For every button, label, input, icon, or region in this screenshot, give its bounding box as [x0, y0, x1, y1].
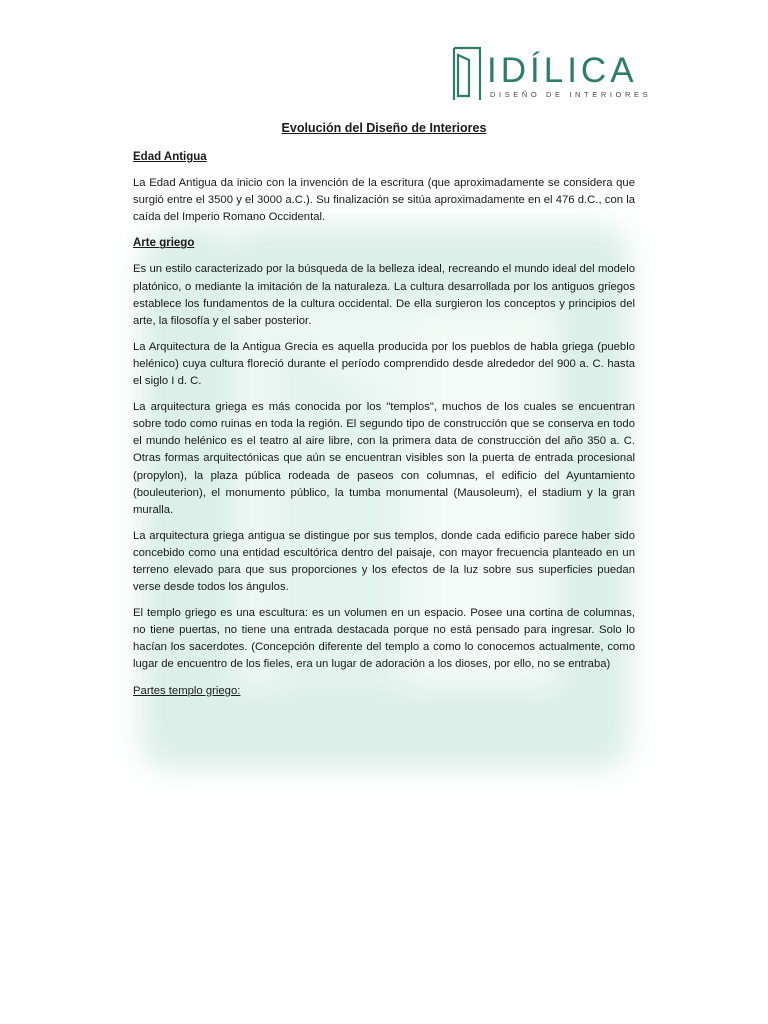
brand-name: IDÍLICA: [487, 51, 638, 90]
brand-tagline: DISEÑO DE INTERIORES: [490, 90, 652, 99]
paragraph: El templo griego es una escultura: es un volumen en un espacio. Posee una cortina de columnas, no tiene puertas, no tiene una entrada destacada porque no está pensado para ingresar. Solo lo hacían los sacerdotes. (Concepción diferente del templo a como lo conocemos actualmente, como lugar de encuentro de los fieles, era un lugar de adoración a los dioses, por ello, no se entraba): [133, 607, 635, 671]
brand-logo: [452, 46, 652, 106]
document-title: Evolución del Diseño de Interiores: [281, 121, 487, 135]
paragraph: La arquitectura griega antigua se distingue por sus templos, donde cada edificio parece haber sido concebido como una entidad escultórica dentro del paisaje, con mayor frecuencia planteado en un terreno elevado para que sus proporciones y los efectos de la luz sobre sus superficies puedan verse desde todos los ángulos.: [133, 529, 635, 594]
paragraph: Es un estilo caracterizado por la búsqueda de la belleza ideal, recreando el mundo ideal del modelo platónico, o mediante la imitación de la naturaleza. La cultura desarrollada por los antiguos griegos establece los fundamentos de la cultura occidental. De ella surgieron los conceptos y principios del arte, la filosofía y el saber posterior.: [133, 263, 635, 327]
subheading-partes-templo: Partes templo griego:: [133, 684, 241, 697]
paragraph: La Edad Antigua da inicio con la invención de la escritura (que aproximadamente se considera que surgió entre el 3500 y el 3000 a.C.). Su finalización se sitúa aproximadamente en el 476 d.C., con la caída del Imperio Romano Occidental.: [133, 177, 635, 224]
door-frame-icon: [452, 46, 482, 102]
section-heading-edad-antigua: Edad Antigua: [133, 151, 207, 163]
paragraph: La Arquitectura de la Antigua Grecia es aquella producida por los pueblos de habla griega (pueblo helénico) cuya cultura floreció durante el período comprendido desde alrededor del 900 a. C. hasta el siglo I d. C.: [133, 340, 635, 388]
document-body: [133, 119, 635, 709]
section-heading-arte-griego: Arte griego: [133, 237, 195, 250]
paragraph: La arquitectura griega es más conocida por los "templos", muchos de los cuales se encuentran sobre todo como ruinas en toda la región. El segundo tipo de construcción que se conserva en todo el mundo helénico es el teatro al aire libre, con la primera data de construcción del año 350 a. C. Otras formas arquitectónicas que aún se encuentran visibles son la puerta de entrada procesional (propylon), la plaza pública rodeada de paseos con columnas, el edificio del Ayuntamiento (bouleuterion), el monumento público, la tumba monumental (Mausoleum), el stadium y la gran muralla.: [133, 401, 635, 516]
